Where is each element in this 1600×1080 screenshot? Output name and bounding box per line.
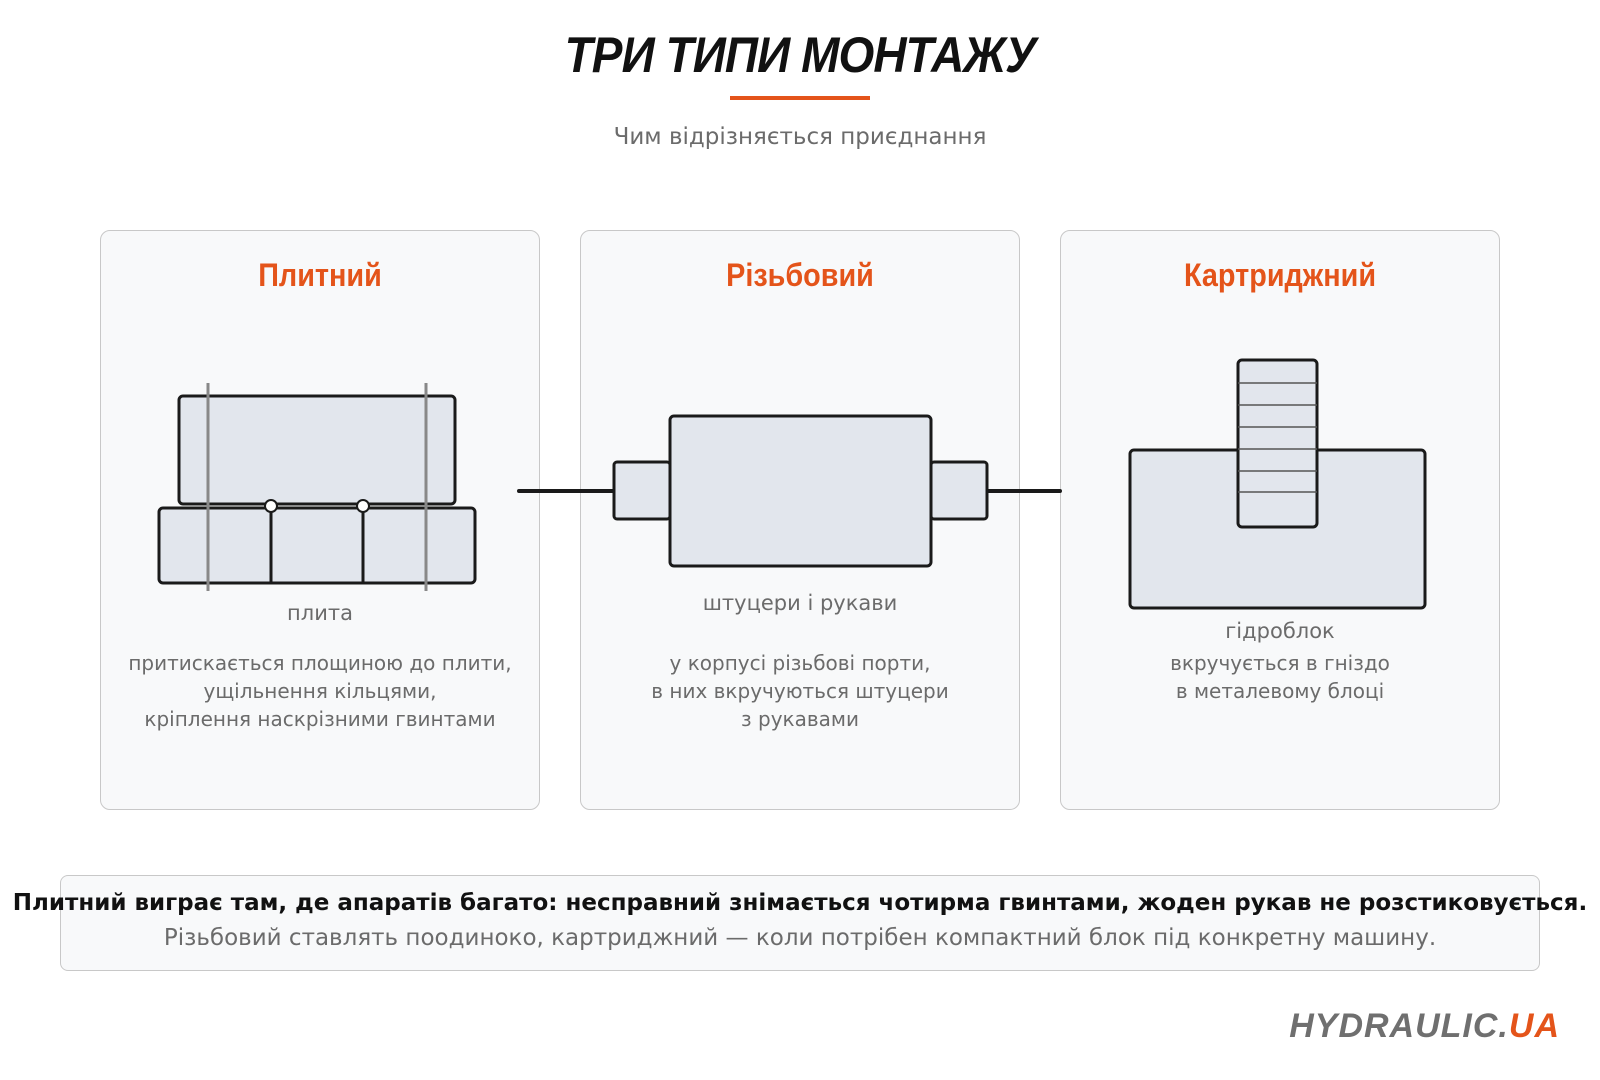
description-line: притискається площиною до плити, — [128, 651, 512, 675]
cartridge-valve-shape — [1238, 360, 1317, 527]
card-description — [581, 649, 1019, 733]
mounting-plate-shape — [159, 508, 475, 583]
o-ring-seal — [265, 500, 277, 512]
card-threaded-mount — [580, 230, 1020, 810]
card-title: Різьбовий — [726, 257, 874, 293]
card-title: Плитний — [258, 257, 382, 293]
card-description — [101, 649, 539, 733]
o-ring-seal — [357, 500, 369, 512]
description-line: кріплення наскрізними гвинтами — [144, 707, 496, 731]
summary-note-text: Різьбовий ставлять поодиноко, картриджний — коли потрібен компактний блок під конкретну машину. — [163, 925, 1437, 951]
card-label: штуцери і рукави — [702, 591, 898, 615]
description-line: з рукавами — [741, 707, 859, 731]
summary-note-bold: Плитний виграє там, де апаратів багато: несправний знімається чотирма гвинтами, жоден рукав не розстиковується. — [12, 890, 1588, 916]
card-title: Картриджний — [1183, 257, 1377, 293]
valve-body-shape — [179, 396, 455, 504]
card-description — [1061, 649, 1499, 705]
card-label: плита — [287, 601, 353, 625]
description-line: у корпусі різьбові порти, — [669, 651, 931, 675]
card-cartridge-mount — [1060, 230, 1500, 810]
description-line: вкручується в гніздо — [1170, 651, 1390, 675]
page-subtitle: Чим відрізняється приєднання — [613, 124, 987, 150]
logo-accent-text: UA — [1508, 1007, 1560, 1045]
logo-main-text: HYDRAULIC. — [1289, 1007, 1509, 1045]
card-label: гідроблок — [1225, 619, 1335, 643]
cartridge-mount-diagram — [1061, 231, 1501, 811]
description-line: в металевому блоці — [1175, 679, 1385, 703]
brand-logo — [1289, 1007, 1560, 1046]
title-underline — [730, 96, 870, 100]
description-line: ущільнення кільцями, — [203, 679, 437, 703]
page-title: ТРИ ТИПИ МОНТАЖУ — [564, 27, 1036, 83]
description-line: в них вкручуються штуцери — [651, 679, 949, 703]
card-plate-mount — [100, 230, 540, 810]
